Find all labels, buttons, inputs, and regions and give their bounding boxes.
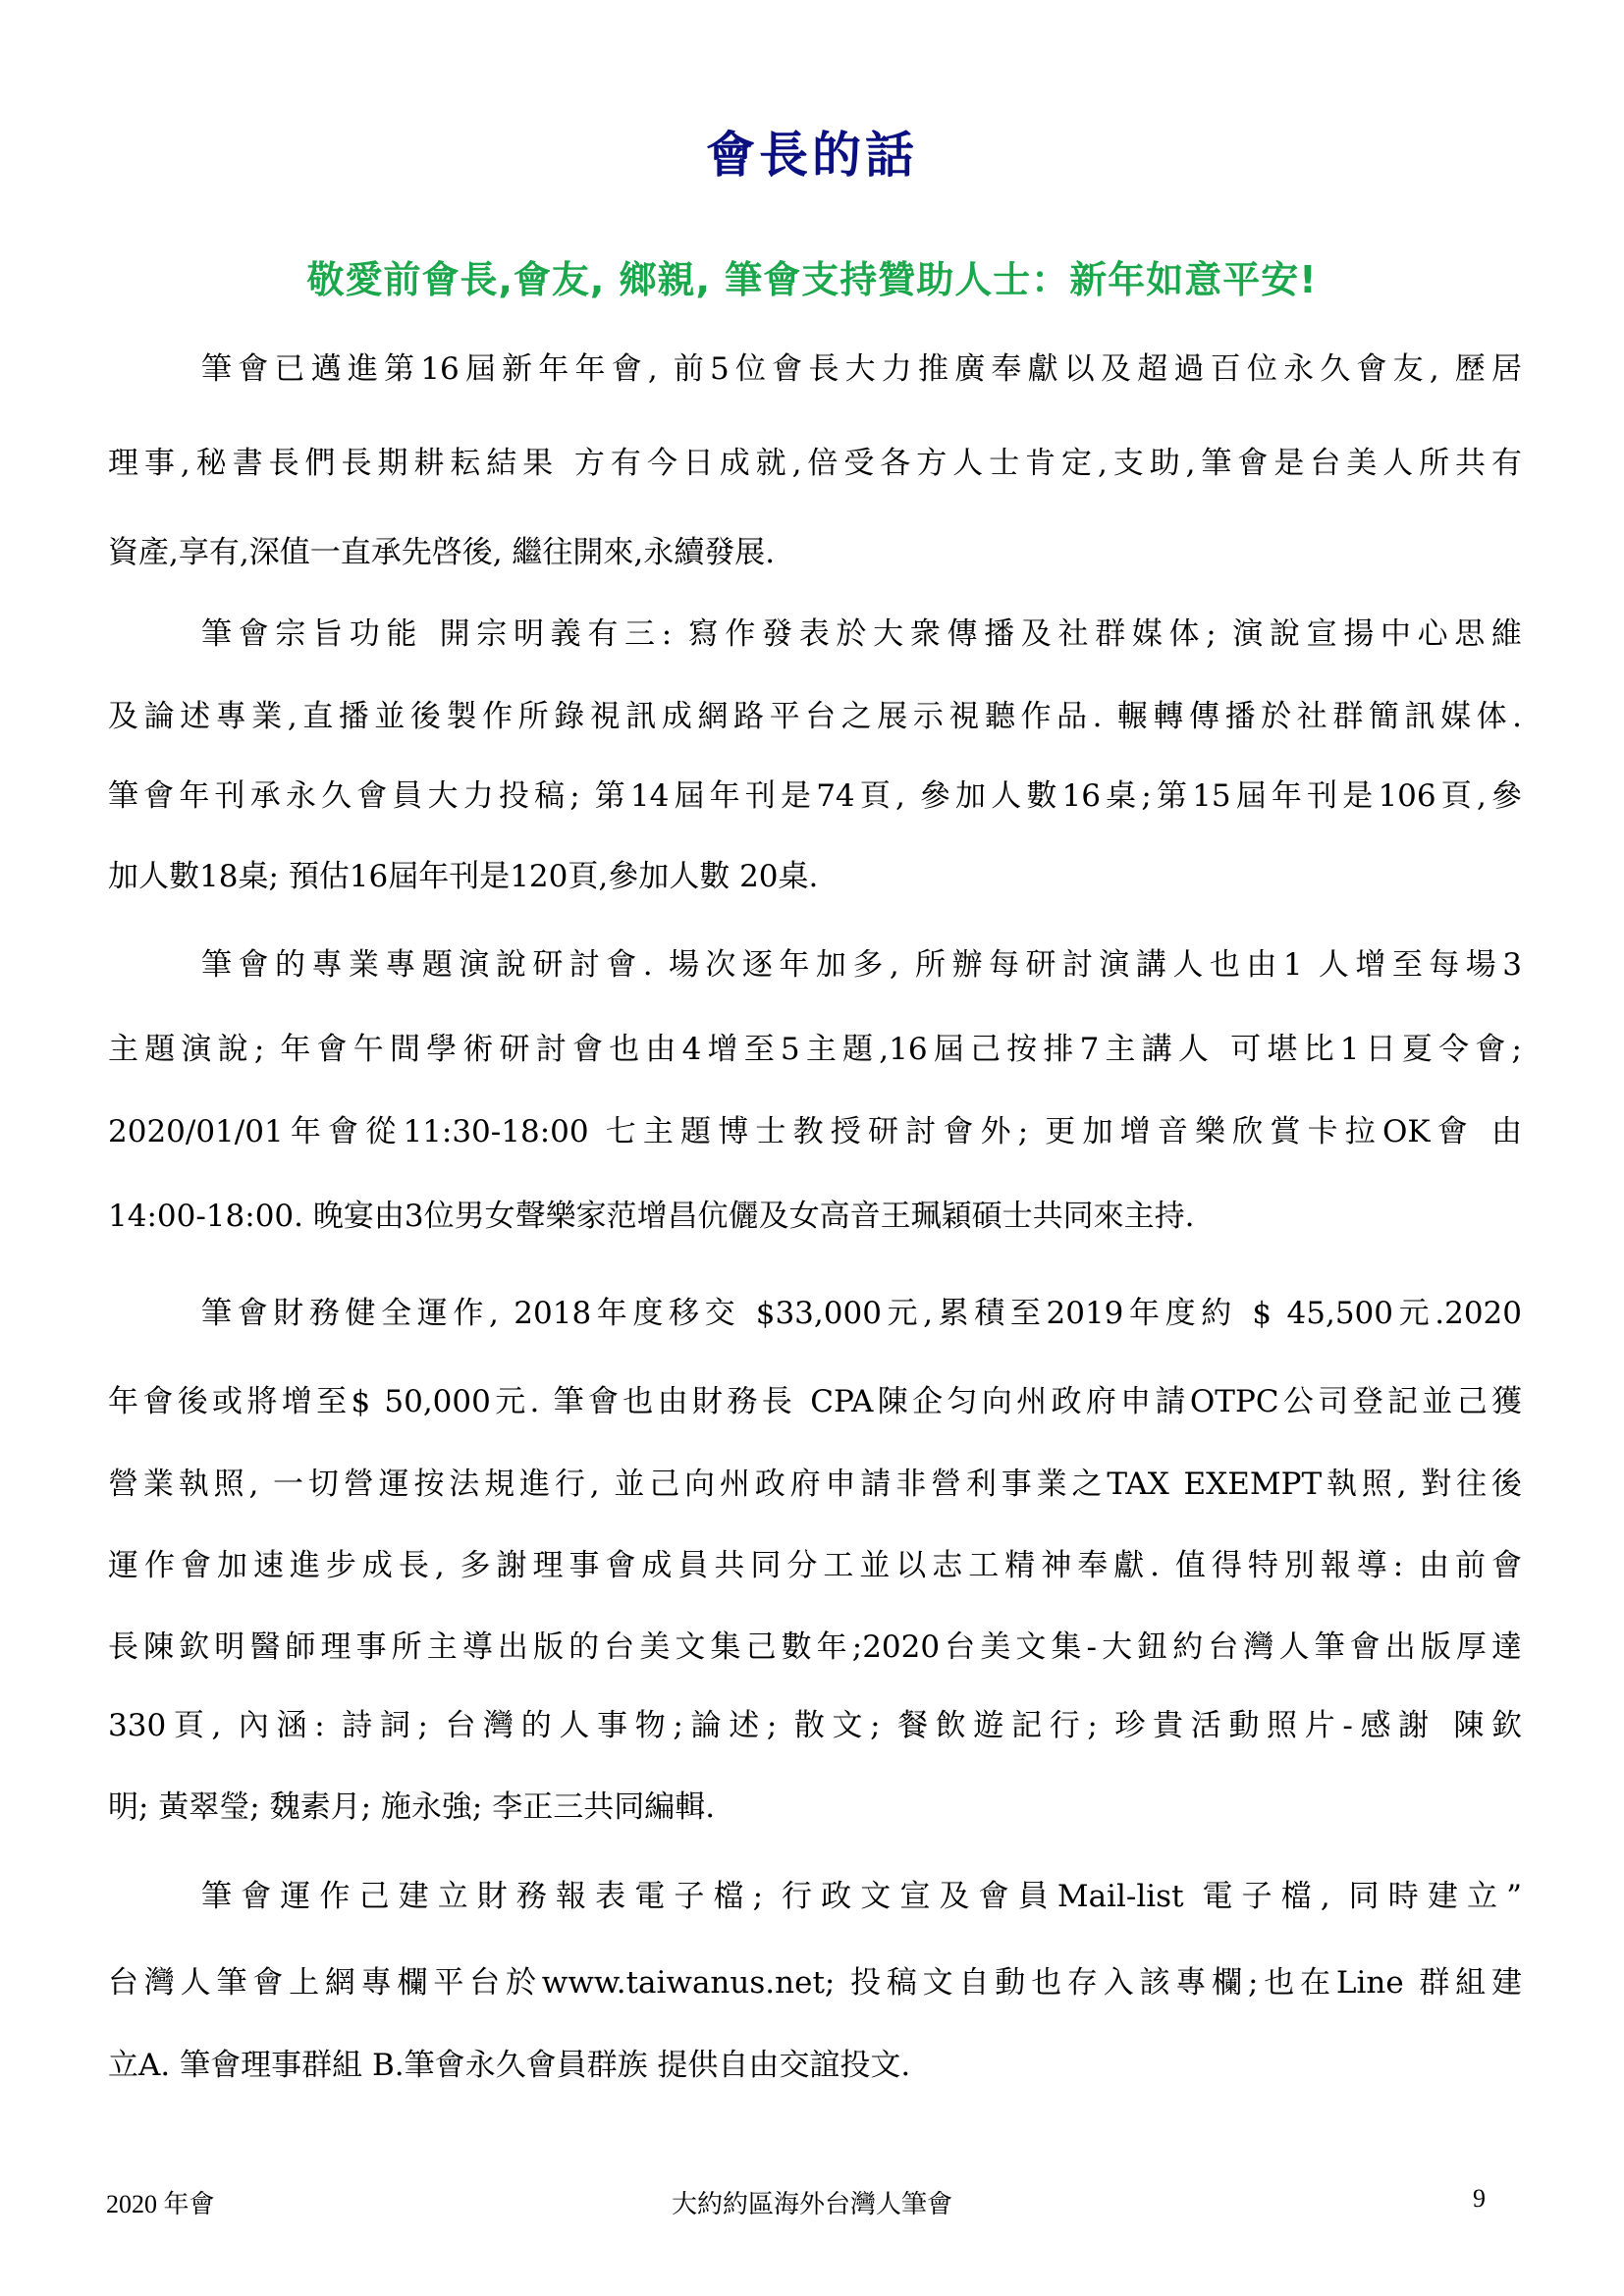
paragraph-4-line-1: 筆會財務健全運作, 2018年度移交 $33,000元,累積至2019年度約 $ 45,500元.2020 bbox=[201, 1296, 1522, 1331]
paragraph-2-line-3: 筆會年刊承永久會員大力投稿; 第14屆年刊是74頁, 參加人數16桌;第15屆年刊是106頁,參 bbox=[108, 778, 1522, 814]
paragraph-2-line-1: 筆會宗旨功能 開宗明義有三: 寫作發表於大衆傳播及社群媒体; 演說宣揚中心思維 bbox=[201, 616, 1522, 652]
paragraph-4-line-2: 年會後或將增至$ 50,000元. 筆會也由財務長 CPA陳企匀向州政府申請OTPC公司登記並己獲 bbox=[108, 1384, 1522, 1419]
page-title: 會長的話 bbox=[706, 127, 918, 184]
footer-page-number: 9 bbox=[1473, 2184, 1486, 2213]
paragraph-4-line-7: 明; 黃翠瑩; 魏素月; 施永強; 李正三共同編輯. bbox=[108, 1789, 716, 1825]
paragraph-5-line-1: 筆會運作己建立財務報表電子檔; 行政文宣及會員Mail-list 電子檔, 同時建立” bbox=[201, 1879, 1522, 1914]
paragraph-3-line-4: 14:00-18:00. 晚宴由3位男女聲樂家范增昌伉儷及女高音王珮穎碩士共同來主持. bbox=[108, 1199, 1195, 1234]
footer-organization-name: 大約約區海外台灣人筆會 bbox=[671, 2190, 952, 2218]
paragraph-4-line-3: 營業執照, 一切營運按法規進行, 並己向州政府申請非營利事業之TAX EXEMPT執照, 對往後 bbox=[108, 1467, 1522, 1502]
paragraph-4-line-4: 運作會加速進步成長, 多謝理事會成員共同分工並以志工精神奉獻. 值得特別報導: 由前會 bbox=[108, 1548, 1522, 1583]
paragraph-1-line-1: 筆會已邁進第16屆新年年會, 前5位會長大力推廣奉獻以及超過百位永久會友, 歷居 bbox=[201, 351, 1522, 387]
paragraph-3-line-1: 筆會的專業專題演說研討會. 場次逐年加多, 所辦每研討演講人也由1 人增至每場3 bbox=[201, 947, 1522, 983]
paragraph-1-line-3: 資產,享有,深值一直承先啓後, 繼往開來,永續發展. bbox=[108, 535, 776, 570]
paragraph-4-line-5: 長陳欽明醫師理事所主導出版的台美文集己數年;2020台美文集-大鈕約台灣人筆會出版厚達 bbox=[108, 1629, 1522, 1665]
paragraph-5-line-3: 立A. 筆會理事群組 B.筆會永久會員群族 提供自由交誼投文. bbox=[108, 2048, 911, 2083]
greeting-heading: 敬愛前會長,會友, 鄉親, 筆會支持贊助人士：新年如意平安! bbox=[306, 258, 1318, 301]
footer-year-label: 2020 年會 bbox=[106, 2190, 215, 2218]
paragraph-4-line-6: 330頁, 內涵: 詩詞; 台灣的人事物;論述; 散文; 餐飲遊記行; 珍貴活動照片-感謝 陳欽 bbox=[108, 1708, 1522, 1743]
paragraph-3-line-2: 主題演說; 年會午間學術研討會也由4增至5主題,16屆己按排7主講人 可堪比1日夏令會; bbox=[108, 1032, 1522, 1067]
paragraph-3-line-3: 2020/01/01年會從11:30-18:00 七主題博士教授研討會外; 更加增音樂欣賞卡拉OK會 由 bbox=[108, 1114, 1522, 1149]
paragraph-1-line-2: 理事,秘書長們長期耕耘結果 方有今日成就,倍受各方人士肯定,支助,筆會是台美人所共有 bbox=[108, 446, 1522, 481]
paragraph-2-line-2: 及論述專業,直播並後製作所錄視訊成網路平台之展示視聽作品. 輾轉傳播於社群簡訊媒体. bbox=[108, 699, 1522, 734]
paragraph-5-line-2: 台灣人筆會上網專欄平台於www.taiwanus.net; 投稿文自動也存入該專欄;也在Line 群組建 bbox=[108, 1965, 1522, 2001]
paragraph-2-line-4: 加人數18桌; 預估16屆年刊是120頁,參加人數 20桌. bbox=[108, 859, 819, 894]
